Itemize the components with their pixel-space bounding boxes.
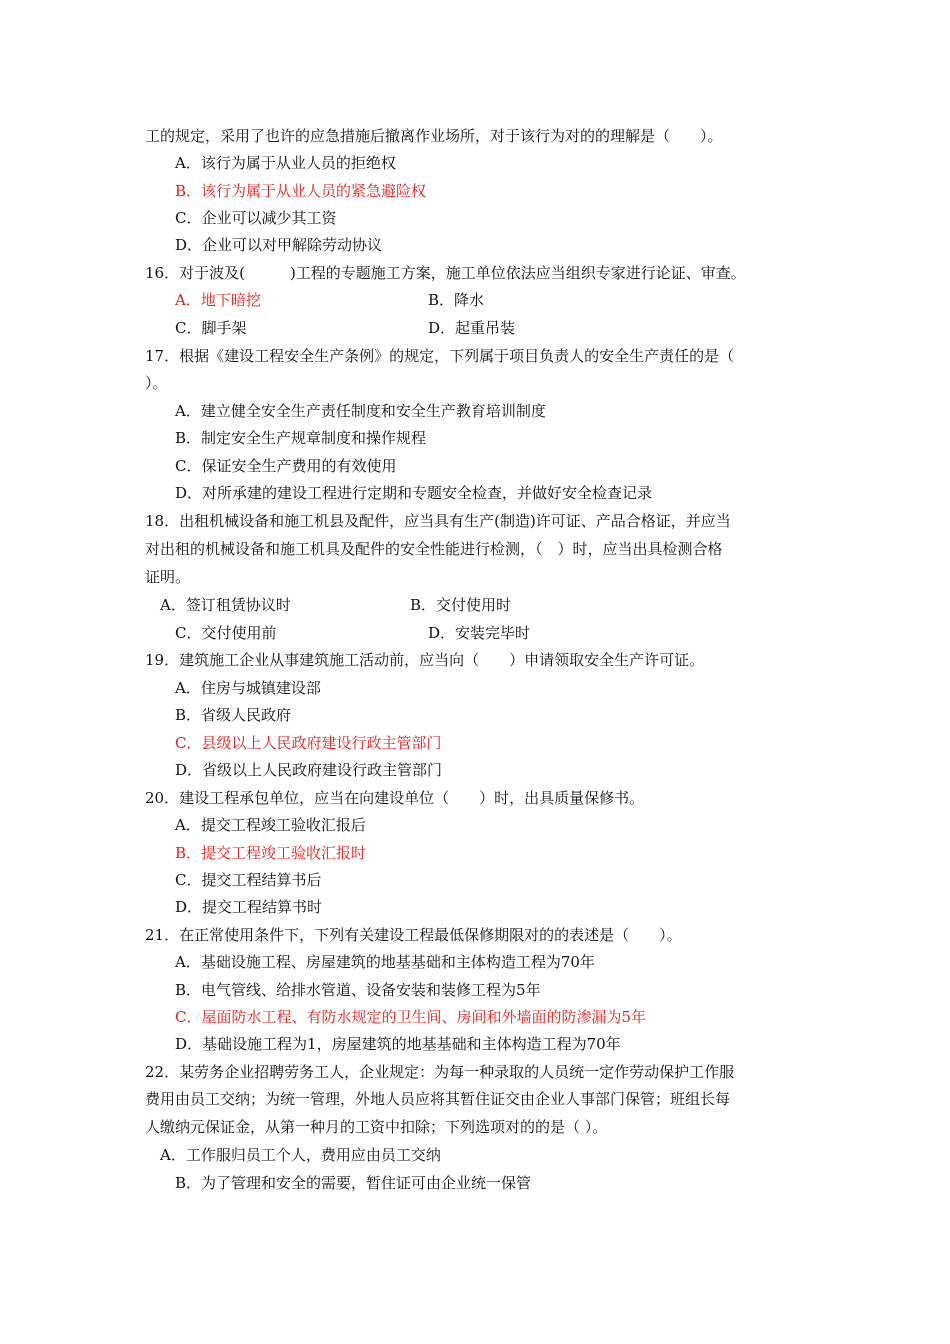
q19-option-d: D．省级以上人民政府建设行政主管部门: [175, 761, 443, 779]
q18-option-b: B．交付使用时: [410, 596, 512, 614]
q17-stem-line1: 17．根据《建设工程安全生产条例》的规定，下列属于项目负责人的安全生产责任的是（: [145, 347, 735, 365]
q21-option-d: D．基础设施工程为1，房屋建筑的地基基础和主体构造工程为70年: [175, 1035, 621, 1053]
q21-option-a: A．基础设施工程、房屋建筑的地基基础和主体构造工程为70年: [175, 953, 595, 971]
q18-option-a: A．签订租赁协议时: [160, 596, 291, 614]
q19-option-b: B．省级人民政府: [175, 706, 292, 724]
q22-stem-line3: 人缴纳元保证金，从第一种月的工资中扣除；下列选项对的的是（ ）。: [145, 1118, 608, 1136]
q19-option-a: A．住房与城镇建设部: [175, 679, 321, 697]
q21-option-b: B．电气管线、给排水管道、设备安装和装修工程为5年: [175, 981, 541, 999]
q21-stem: 21．在正常使用条件下，下列有关建设工程最低保修期限对的的表述是（ ）。: [145, 926, 682, 944]
q19-stem: 19．建筑施工企业从事建筑施工活动前，应当向（ ）申请领取安全生产许可证。: [145, 651, 705, 669]
q18-stem-line3: 证明。: [145, 568, 191, 586]
q20-option-d: D．提交工程结算书时: [175, 898, 323, 916]
q15-option-b-answer: B．该行为属于从业人员的紧急避险权: [175, 182, 427, 200]
q16-option-b: B．降水: [428, 291, 485, 309]
q18-option-c: C．交付使用前: [175, 624, 277, 642]
q22-option-a: A．工作服归员工个人，费用应由员工交纳: [160, 1146, 441, 1164]
q22-stem-line2: 费用由员工交纳；为统一管理，外地人员应将其暂住证交由企业人事部门保管；班组长每: [145, 1090, 731, 1108]
q20-stem: 20．建设工程承包单位，应当在向建设单位（ ）时，出具质量保修书。: [145, 789, 645, 807]
q16-option-d: D．起重吊装: [428, 319, 516, 337]
q21-option-c-answer: C．屋面防水工程、有防水规定的卫生间、房间和外墙面的防渗漏为5年: [175, 1008, 647, 1026]
q17-option-a: A．建立健全安全生产责任制度和安全生产教育培训制度: [175, 402, 546, 420]
q22-option-b: B．为了管理和安全的需要，暂住证可由企业统一保管: [175, 1174, 532, 1192]
q18-option-d: D．安装完毕时: [428, 624, 531, 642]
q20-option-c: C．提交工程结算书后: [175, 871, 322, 889]
q16-option-a-answer: A．地下暗挖: [175, 291, 261, 309]
q15-tail: 工的规定，采用了也许的应急措施后撤离作业场所，对于该行为对的的理解是（ ）。: [145, 127, 723, 145]
q19-option-c-answer: C．县级以上人民政府建设行政主管部门: [175, 734, 442, 752]
q15-option-a: A．该行为属于从业人员的拒绝权: [175, 154, 396, 172]
q22-stem-line1: 22．某劳务企业招聘劳务工人，企业规定：为每一种录取的人员统一定作劳动保护工作服: [145, 1063, 735, 1081]
q15-option-c: C．企业可以减少其工资: [175, 209, 337, 227]
q20-option-b-answer: B．提交工程竣工验收汇报时: [175, 844, 367, 862]
q20-option-a: A．提交工程竣工验收汇报后: [175, 816, 366, 834]
q17-stem-line2: ）。: [145, 374, 168, 392]
q17-option-b: B．制定安全生产规章制度和操作规程: [175, 429, 427, 447]
q16-option-c: C．脚手架: [175, 319, 247, 337]
q16-stem: 16．对于波及( )工程的专题施工方案，施工单位依法应当组织专家进行论证、审查。: [145, 264, 746, 282]
q18-stem-line2: 对出租的机械设备和施工机具及配件的安全性能进行检测，（ ）时，应当出具检测合格: [145, 540, 723, 558]
q17-option-d: D．对所承建的建设工程进行定期和专题安全检查，并做好安全检查记录: [175, 484, 653, 502]
q15-option-d: D．企业可以对甲解除劳动协议: [175, 236, 383, 254]
q18-stem-line1: 18．出租机械设备和施工机县及配件，应当具有生产(制造)许可证、产品合格证，并应当: [145, 512, 731, 530]
q17-option-c: C．保证安全生产费用的有效使用: [175, 457, 397, 475]
